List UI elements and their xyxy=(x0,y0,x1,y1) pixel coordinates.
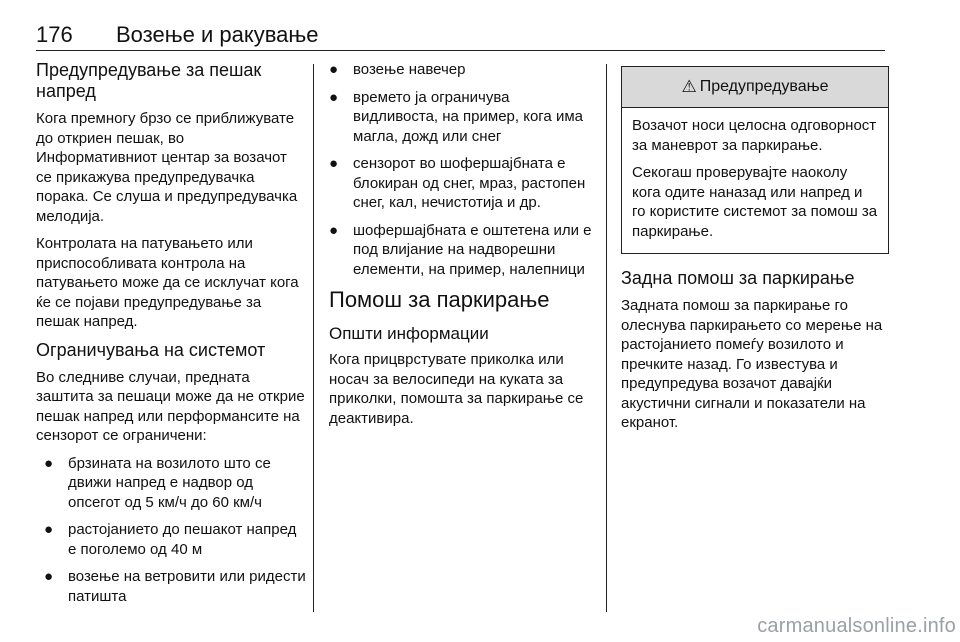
paragraph-limits-intro: Во следниве случаи, предната заштита за пешаци може да не открие пешак напред или перформансите на сензорот се ограничени: xyxy=(36,368,305,444)
bullet-icon: ● xyxy=(329,61,339,78)
paragraph-rear-parking-assist: Задната помош за паркирање го олеснува паркирањето со мерење на растојанието помеѓу возилото и пречките назад. Го известува и предупредува возачот давајќи акустични сигнали и показатели на екранот. xyxy=(621,297,883,431)
heading-general-info: Општи информации xyxy=(329,324,489,343)
column-1 xyxy=(36,60,306,614)
heading-pedestrian-warning: Предупредување за пешак напред xyxy=(36,60,262,101)
heading-parking-assist: Помош за паркирање xyxy=(329,287,550,312)
warning-paragraph-2: Секогаш проверувајте наоколу кога одите наназад или напред и го користите системот за помош за паркирање. xyxy=(632,164,878,240)
list-item: ● шофершајбната е оштетена или е под влијание на надворешни елементи, на пример, налепници xyxy=(329,221,592,278)
list-item: ● времето ја ограничува видливоста, на пример, кога има магла, дожд или снег xyxy=(329,88,583,145)
column-divider-1 xyxy=(313,64,314,612)
column-divider-2 xyxy=(606,64,607,612)
paragraph-warning-description: Кога премногу брзо се приближувате до откриен пешак, во Информативниот центар за возачот се прикажува предупредувачка порака. Се слуша и предупредувачка мелодија. xyxy=(36,110,298,225)
heading-system-limits: Ограничувања на системот xyxy=(36,339,266,360)
heading-rear-parking-assist: Задна помош за паркирање xyxy=(621,268,855,288)
page-title: Возење и ракување xyxy=(116,22,319,47)
list-item: ● возење навечер xyxy=(329,61,466,78)
list-item: ● возење на ветровити или ридести патишта xyxy=(44,568,306,605)
header-divider xyxy=(36,50,885,51)
limits-list xyxy=(44,454,306,607)
bullet-icon: ● xyxy=(44,454,54,472)
page-number: 176 xyxy=(36,22,73,47)
bullet-icon: ● xyxy=(44,568,54,585)
page-header xyxy=(36,18,884,50)
list-item: ● сензорот во шофершајбната е блокиран од снег, мраз, растопен снег, кал, нечистотија и др. xyxy=(329,155,586,211)
paragraph-general-info: Кога прицврстувате приколка или носач за велосипеди на куката за приколки, помошта за паркирање се деактивира. xyxy=(329,351,584,427)
warning-box-header xyxy=(622,67,888,108)
paragraph-cruise-control: Контролата на патувањето или приспособливата контрола на патувањето може да се исклучат кога ќе се појави предупредување за пешак напред. xyxy=(36,235,299,330)
warning-box-body xyxy=(622,108,888,253)
column-2 xyxy=(329,60,597,436)
watermark: carmanualsonline.info xyxy=(757,615,956,637)
warning-triangle-icon: ⚠ xyxy=(681,77,697,96)
warning-paragraph-1: Возачот носи целосна одговорност за маневрот за паркирање. xyxy=(632,117,877,154)
bullet-icon: ● xyxy=(329,88,339,106)
list-item: ● брзината на возилото што се движи напред е надвор од опсегот од 5 км/ч до 60 км/ч xyxy=(44,454,271,511)
column-3 xyxy=(621,60,889,441)
bullet-icon: ● xyxy=(44,521,54,538)
bullet-icon: ● xyxy=(329,155,339,172)
warning-box-title: Предупредување xyxy=(699,78,829,95)
limits-list-continued xyxy=(329,60,597,279)
warning-box xyxy=(621,66,889,254)
list-item: ● растојанието до пешакот напред е поголемо од 40 м xyxy=(44,521,297,558)
bullet-icon: ● xyxy=(329,221,339,239)
